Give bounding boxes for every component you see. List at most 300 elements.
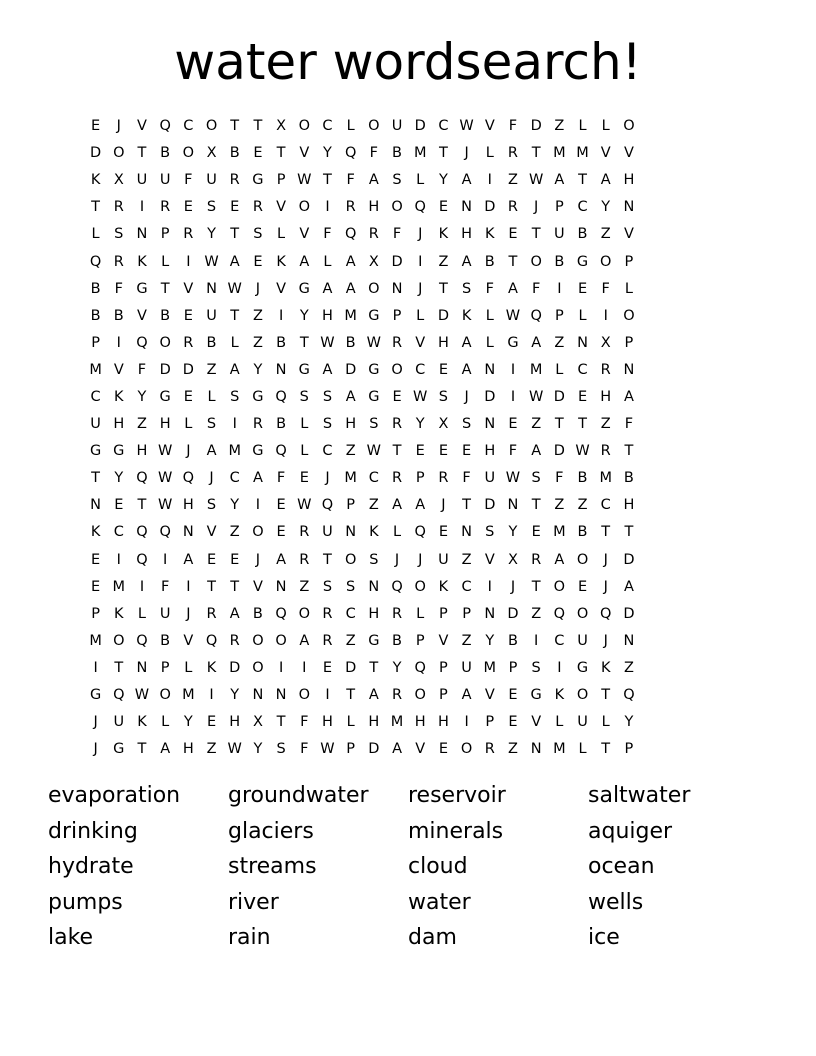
grid-letter: I: [557, 659, 562, 676]
grid-letter: E: [91, 578, 101, 595]
grid-letter: N: [507, 497, 519, 514]
grid-letter: J: [93, 714, 98, 731]
grid-letter: B: [345, 334, 356, 351]
grid-letter: Q: [321, 497, 334, 514]
grid-letter: L: [578, 741, 587, 758]
grid-letter: L: [555, 714, 564, 731]
grid-letter: A: [461, 361, 472, 378]
grid-letter: Q: [414, 659, 426, 676]
grid-letter: S: [438, 388, 449, 405]
grid-letter: I: [255, 497, 261, 514]
grid-letter: L: [485, 145, 494, 162]
grid-letter: G: [368, 632, 380, 649]
grid-letter: D: [553, 388, 565, 405]
word-bank-item: minerals: [408, 818, 504, 844]
grid-letter: T: [114, 659, 124, 676]
grid-letter: I: [93, 659, 98, 676]
grid-row: [84, 574, 734, 601]
grid-letter: E: [508, 226, 518, 243]
grid-letter: B: [160, 145, 171, 162]
grid-letter: B: [276, 334, 287, 351]
grid-letter: Y: [230, 497, 240, 514]
grid-letter: A: [276, 551, 287, 568]
grid-letter: N: [206, 280, 217, 297]
grid-letter: N: [623, 632, 635, 649]
grid-letter: J: [464, 388, 469, 405]
grid-letter: I: [510, 388, 516, 405]
grid-letter: O: [252, 632, 264, 649]
grid-letter: E: [577, 578, 588, 595]
grid-row: [84, 547, 734, 574]
grid-letter: N: [484, 416, 496, 433]
grid-letter: O: [113, 632, 125, 649]
grid-letter: W: [575, 443, 590, 460]
grid-letter: A: [368, 172, 379, 189]
grid-letter: A: [461, 253, 472, 270]
grid-letter: I: [534, 632, 539, 649]
grid-letter: T: [346, 687, 356, 704]
grid-letter: R: [600, 443, 611, 460]
grid-letter: J: [418, 226, 423, 243]
grid-row: [84, 330, 734, 357]
grid-letter: C: [90, 388, 101, 405]
grid-letter: T: [508, 253, 518, 270]
grid-letter: Z: [368, 497, 379, 514]
grid-letter: E: [322, 659, 333, 676]
grid-letter: M: [344, 470, 357, 487]
grid-letter: R: [507, 145, 518, 162]
grid-letter: L: [601, 714, 610, 731]
grid-letter: U: [577, 714, 588, 731]
grid-letter: B: [252, 605, 263, 622]
grid-letter: L: [485, 334, 494, 351]
grid-letter: Y: [253, 741, 263, 758]
grid-letter: B: [229, 145, 240, 162]
grid-letter: V: [183, 632, 194, 649]
grid-letter: F: [485, 280, 494, 297]
grid-letter: U: [391, 118, 403, 135]
grid-letter: Q: [136, 334, 148, 351]
grid-letter: H: [437, 714, 449, 731]
grid-letter: Y: [508, 524, 518, 541]
grid-letter: F: [114, 280, 123, 297]
grid-letter: B: [554, 253, 565, 270]
grid-letter: B: [392, 145, 402, 162]
grid-letter: V: [252, 578, 263, 595]
grid-letter: Z: [461, 632, 472, 649]
grid-letter: M: [553, 741, 566, 758]
grid-letter: V: [113, 361, 124, 378]
grid-letter: S: [485, 524, 495, 541]
grid-letter: Q: [275, 443, 287, 460]
grid-letter: M: [483, 659, 497, 676]
grid-letter: Y: [137, 388, 147, 405]
grid-letter: O: [553, 578, 566, 595]
grid-letter: Q: [275, 388, 287, 405]
grid-letter: W: [413, 388, 428, 405]
grid-letter: Q: [600, 605, 612, 622]
word-bank: [48, 780, 788, 958]
grid-row: [84, 276, 734, 303]
grid-letter: R: [229, 632, 240, 649]
grid-letter: F: [300, 714, 309, 731]
grid-letter: O: [252, 659, 264, 676]
grid-letter: S: [369, 416, 379, 433]
word-bank-item: aquiger: [588, 818, 673, 844]
grid-letter: A: [322, 280, 333, 297]
grid-letter: O: [623, 307, 635, 324]
grid-letter: T: [578, 416, 587, 433]
grid-letter: I: [186, 578, 191, 595]
page-title: water wordsearch!: [174, 33, 642, 91]
grid-letter: T: [369, 659, 379, 676]
grid-letter: M: [599, 470, 612, 487]
grid-row: [84, 655, 734, 682]
grid-letter: C: [229, 470, 240, 487]
grid-letter: U: [577, 632, 588, 649]
grid-letter: Q: [414, 199, 426, 216]
grid-letter: T: [276, 714, 286, 731]
grid-letter: A: [461, 334, 472, 351]
grid-letter: T: [137, 497, 147, 514]
grid-letter: J: [186, 443, 191, 460]
grid-letter: S: [346, 578, 356, 595]
grid-letter: K: [276, 253, 286, 270]
grid-letter: X: [368, 253, 379, 270]
grid-letter: E: [206, 551, 217, 568]
grid-row: [84, 113, 734, 140]
grid-letter: T: [624, 524, 634, 541]
grid-letter: R: [600, 361, 611, 378]
word-bank-item: river: [228, 889, 279, 915]
grid-letter: F: [300, 741, 309, 758]
grid-letter: Z: [508, 172, 518, 189]
grid-letter: R: [299, 551, 310, 568]
word-bank-item: rain: [228, 925, 271, 950]
grid-letter: V: [623, 226, 634, 243]
grid-letter: G: [507, 334, 519, 351]
grid-letter: J: [255, 551, 261, 568]
grid-letter: M: [89, 632, 102, 649]
grid-letter: Y: [601, 199, 611, 216]
grid-letter: Z: [623, 659, 634, 676]
grid-letter: P: [346, 741, 356, 758]
grid-letter: A: [229, 253, 240, 270]
grid-letter: V: [299, 145, 310, 162]
grid-letter: C: [322, 443, 333, 460]
grid-letter: L: [323, 253, 332, 270]
grid-letter: W: [157, 470, 173, 487]
grid-letter: V: [299, 226, 310, 243]
grid-letter: J: [603, 551, 608, 568]
grid-letter: O: [414, 687, 426, 704]
grid-letter: R: [299, 524, 310, 541]
grid-letter: H: [368, 199, 380, 216]
grid-letter: T: [91, 470, 101, 487]
grid-letter: W: [134, 687, 150, 704]
grid-letter: A: [160, 741, 171, 758]
grid-letter: G: [576, 253, 589, 270]
grid-letter: J: [186, 605, 191, 622]
grid-letter: H: [345, 416, 357, 433]
grid-letter: Y: [323, 145, 332, 162]
grid-letter: E: [91, 118, 101, 135]
grid-letter: B: [507, 632, 518, 649]
grid-letter: N: [136, 659, 148, 676]
grid-letter: B: [577, 226, 588, 243]
grid-letter: L: [300, 443, 309, 460]
grid-letter: P: [508, 659, 518, 676]
grid-letter: G: [252, 388, 264, 405]
grid-letter: P: [91, 334, 100, 351]
grid-letter: T: [137, 145, 147, 162]
word-bank-item: streams: [228, 854, 317, 879]
grid-letter: H: [623, 497, 635, 514]
grid-letter: C: [577, 361, 588, 378]
grid-letter: R: [252, 199, 263, 216]
grid-row: [84, 438, 734, 465]
grid-letter: F: [462, 470, 471, 487]
grid-letter: U: [484, 470, 496, 487]
grid-letter: E: [253, 145, 263, 162]
grid-letter: X: [600, 334, 611, 351]
grid-letter: V: [206, 524, 217, 541]
grid-letter: G: [576, 659, 589, 676]
grid-letter: T: [230, 118, 240, 135]
grid-letter: B: [392, 632, 402, 649]
grid-letter: A: [299, 253, 310, 270]
grid-letter: T: [601, 687, 611, 704]
grid-letter: Z: [554, 497, 565, 514]
grid-letter: K: [461, 307, 472, 324]
grid-letter: T: [207, 578, 216, 595]
grid-letter: K: [90, 172, 101, 189]
grid-letter: H: [437, 334, 449, 351]
grid-letter: I: [209, 687, 214, 704]
grid-letter: O: [252, 524, 264, 541]
grid-letter: O: [159, 687, 171, 704]
grid-letter: A: [368, 687, 379, 704]
grid-letter: A: [183, 551, 194, 568]
grid-letter: U: [136, 172, 148, 189]
grid-letter: X: [438, 416, 449, 433]
grid-letter: J: [464, 145, 469, 162]
grid-letter: V: [415, 334, 426, 351]
grid-letter: O: [298, 199, 310, 216]
grid-letter: V: [438, 632, 449, 649]
grid-letter: I: [325, 199, 330, 216]
grid-letter: A: [345, 280, 356, 297]
grid-letter: X: [252, 714, 263, 731]
grid-row: [84, 221, 734, 248]
grid-letter: E: [276, 497, 286, 514]
grid-letter: G: [89, 443, 102, 460]
grid-letter: M: [344, 307, 357, 324]
grid-letter: A: [299, 632, 310, 649]
grid-letter: R: [252, 416, 263, 433]
grid-letter: R: [368, 226, 379, 243]
grid-letter: E: [531, 524, 541, 541]
grid-letter: G: [159, 388, 171, 405]
grid-letter: Q: [136, 632, 148, 649]
grid-letter: N: [275, 687, 287, 704]
grid-letter: W: [459, 118, 474, 135]
grid-letter: N: [484, 605, 496, 622]
grid-letter: R: [113, 199, 124, 216]
grid-letter: T: [253, 118, 263, 135]
grid-letter: N: [623, 361, 635, 378]
grid-letter: F: [276, 470, 286, 487]
grid-letter: P: [91, 605, 100, 622]
grid-letter: S: [206, 199, 217, 216]
grid-letter: Z: [137, 416, 147, 433]
grid-letter: L: [137, 605, 147, 622]
grid-letter: Q: [344, 145, 357, 162]
grid-letter: K: [485, 226, 495, 243]
grid-letter: R: [345, 199, 356, 216]
grid-letter: D: [90, 145, 102, 162]
grid-letter: S: [531, 470, 541, 487]
grid-letter: G: [368, 361, 380, 378]
grid-letter: E: [392, 388, 402, 405]
grid-letter: L: [416, 307, 425, 324]
grid-row: [84, 167, 734, 194]
word-bank-item: reservoir: [408, 783, 506, 808]
grid-letter: H: [600, 388, 612, 405]
grid-letter: I: [487, 578, 492, 595]
grid-letter: M: [553, 145, 566, 162]
grid-letter: N: [90, 497, 102, 514]
grid-row: [84, 194, 734, 221]
grid-letter: T: [323, 551, 332, 568]
grid-letter: L: [601, 118, 610, 135]
grid-letter: O: [391, 361, 403, 378]
grid-letter: H: [159, 416, 171, 433]
grid-letter: H: [322, 714, 333, 731]
grid-letter: K: [114, 605, 124, 622]
grid-letter: Z: [600, 226, 611, 243]
grid-letter: L: [416, 172, 425, 189]
grid-letter: O: [530, 253, 542, 270]
grid-letter: N: [577, 334, 588, 351]
grid-letter: H: [113, 416, 125, 433]
grid-letter: Y: [485, 632, 495, 649]
grid-letter: Z: [554, 334, 565, 351]
grid-letter: L: [277, 226, 286, 243]
grid-letter: X: [206, 145, 217, 162]
grid-letter: T: [276, 145, 286, 162]
grid-letter: P: [160, 659, 170, 676]
grid-letter: E: [253, 253, 263, 270]
grid-letter: A: [554, 551, 565, 568]
grid-letter: A: [554, 172, 565, 189]
word-bank-item: saltwater: [588, 783, 691, 808]
grid-letter: O: [460, 741, 473, 758]
word-bank-item: ocean: [588, 854, 655, 879]
grid-letter: W: [157, 443, 173, 460]
grid-letter: K: [369, 524, 379, 541]
grid-letter: L: [184, 659, 193, 676]
grid-letter: O: [298, 605, 310, 622]
grid-letter: O: [600, 253, 612, 270]
grid-letter: W: [320, 334, 335, 351]
grid-letter: J: [603, 632, 608, 649]
grid-letter: D: [623, 551, 635, 568]
grid-letter: Q: [414, 524, 426, 541]
grid-letter: D: [437, 307, 449, 324]
grid-letter: I: [325, 687, 330, 704]
grid-letter: S: [206, 416, 217, 433]
grid-letter: F: [601, 280, 610, 297]
grid-letter: E: [438, 741, 448, 758]
grid-letter: S: [276, 741, 286, 758]
grid-letter: B: [113, 307, 124, 324]
grid-letter: T: [531, 578, 541, 595]
grid-letter: E: [230, 551, 240, 568]
grid-letter: R: [391, 605, 403, 622]
grid-letter: S: [206, 497, 217, 514]
grid-letter: I: [603, 307, 608, 324]
grid-row: [84, 465, 734, 492]
grid-letter: P: [276, 172, 286, 189]
grid-letter: Q: [344, 226, 357, 243]
grid-letter: U: [554, 226, 565, 243]
grid-letter: G: [298, 361, 310, 378]
grid-letter: C: [345, 605, 356, 622]
grid-letter: Q: [530, 307, 542, 324]
grid-letter: A: [252, 470, 263, 487]
grid-letter: T: [624, 443, 634, 460]
grid-letter: T: [392, 443, 402, 460]
word-bank-item: wells: [588, 889, 644, 915]
grid-letter: M: [576, 145, 589, 162]
grid-letter: I: [186, 253, 191, 270]
grid-letter: H: [414, 714, 426, 731]
grid-letter: H: [368, 605, 380, 622]
grid-letter: U: [113, 714, 125, 731]
grid-letter: J: [441, 497, 446, 514]
grid-letter: D: [182, 361, 194, 378]
grid-letter: C: [183, 118, 194, 135]
grid-letter: R: [391, 416, 403, 433]
grid-letter: A: [600, 172, 611, 189]
grid-letter: R: [531, 551, 542, 568]
grid-letter: O: [576, 687, 589, 704]
grid-letter: S: [369, 551, 379, 568]
grid-letter: F: [323, 226, 332, 243]
grid-letter: Q: [275, 605, 287, 622]
grid-letter: Z: [229, 524, 240, 541]
grid-letter: Q: [136, 470, 148, 487]
grid-letter: G: [368, 388, 380, 405]
grid-letter: Y: [253, 361, 263, 378]
word-bank-item: evaporation: [48, 783, 181, 808]
grid-letter: Z: [345, 443, 356, 460]
grid-letter: V: [484, 118, 495, 135]
grid-letter: Z: [508, 741, 518, 758]
grid-letter: U: [159, 605, 171, 622]
word-bank-item: glaciers: [228, 818, 314, 844]
grid-letter: Y: [392, 659, 402, 676]
grid-letter: F: [392, 226, 402, 243]
grid-letter: L: [346, 118, 355, 135]
grid-letter: M: [529, 361, 543, 378]
grid-letter: B: [206, 334, 217, 351]
grid-letter: B: [577, 524, 588, 541]
grid-letter: O: [205, 118, 218, 135]
grid-letter: M: [390, 714, 404, 731]
grid-letter: G: [136, 280, 148, 297]
